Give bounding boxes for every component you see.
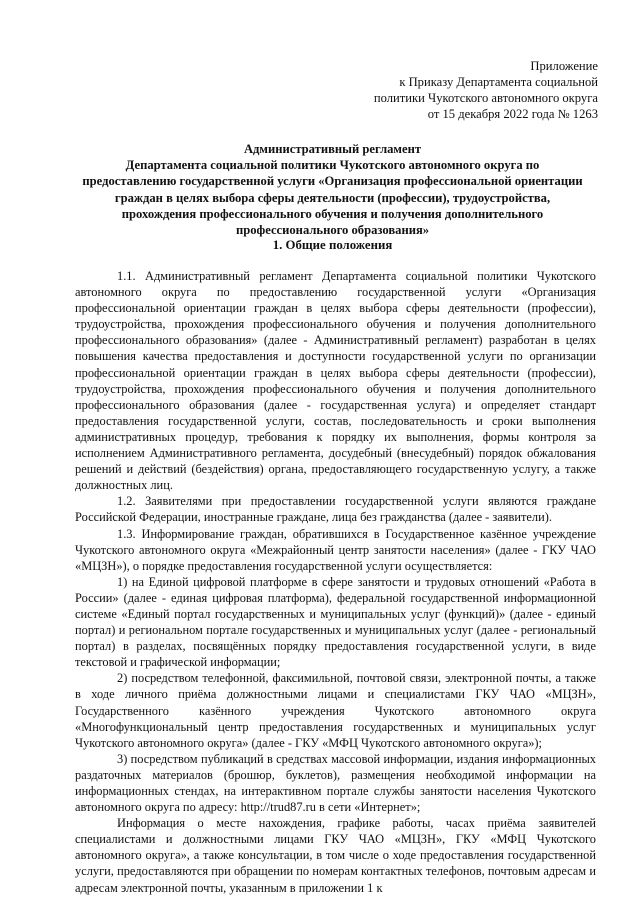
paragraph: 1) на Единой цифровой платформе в сфере занятости и трудовых отношений «Работа в России» (далее - единая цифровая платформа), федеральной государственной информационной системе «Единый портал государственных и муниципальных услуг (функций)» (далее - единый портал) и региональном портале государственных и муниципальных услуг (далее - региональный портал) в разделах, посвящённых порядку предоставления государственной услуги, в виде текстовой и графической информации;	[75, 574, 596, 670]
document-title	[60, 141, 605, 238]
paragraph: 1.2. Заявителями при предоставлении государственной услуги являются граждане Российской Федерации, иностранные граждане, лица без гражданства (далее - заявители).	[75, 494, 596, 525]
document-body	[75, 268, 596, 896]
title-line: профессионального образования»	[235, 223, 430, 238]
section-heading: 1. Общие положения	[272, 238, 393, 252]
paragraph: 1.3. Информирование граждан, обратившихся в Государственное казённое учреждение Чукотского автономного округа «Межрайонный центр занятости населения» (далее - ГКУ ЧАО «МЦЗН»), о порядке предоставления государственной услуги осуществляется:	[75, 526, 596, 573]
paragraph: 3) посредством публикаций в средствах массовой информации, издания информационных раздаточных материалов (брошюр, буклетов), размещения необходимой информации на информационных стендах, на интерактивном портале службы занятости населения Чукотского автономного округа по адресу: http://trud87.ru в сети «Интернет»;	[75, 751, 596, 815]
appendix-line: Приложение	[530, 59, 598, 73]
appendix-line: к Приказу Департамента социальной	[399, 75, 598, 89]
title-line: предоставлению государственной услуги «Организация профессиональной ориентации	[82, 174, 583, 189]
appendix-line: политики Чукотского автономного округа	[373, 91, 598, 105]
paragraph: Информация о месте нахождения, графике работы, часах приёма заявителей специалистами и должностными лицами ГКУ ЧАО «МЦЗН», ГКУ «МФЦ Чукотского автономного округа», а также консультации, в том числе о ходе предоставления государственной услуги, предоставляются при обращении по номерам контактных телефонов, почтовым адресам и адресам электронной почты, указанным в приложении 1 к	[75, 816, 596, 895]
paragraph: 1.1. Административный регламент Департамента социальной политики Чукотского автономного округа по предоставлению государственной услуги «Организация профессиональной ориентации граждан в целях выбора сферы деятельности (профессии), трудоустройства, прохождения профессионального обучения и получения дополнительного профессионального образования» (далее - Административный регламент) разработан в целях повышения качества предоставления и доступности государственной услуги по организации профессиональной ориентации граждан в целях выбора сферы деятельности (профессии), трудоустройства, прохождения профессионального обучения и получения дополнительного профессионального образования (далее - государственная услуга) и определяет стандарт предоставления государственной услуги, состав, последовательность и сроки выполнения административных процедур, требования к порядку их выполнения, формы контроля за исполнением Административного регламента, досудебный (внесудебный) порядок обжалования решений и действий (бездействия) органа, предоставляющего государственную услугу, а также должностных лиц.	[75, 269, 596, 493]
paragraph: 2) посредством телефонной, факсимильной, почтовой связи, электронной почты, а также в ходе личного приёма должностными лицами и специалистами ГКУ ЧАО «МЦЗН», Государственного казённого учреждения Чукотского автономного округа «Многофункциональный центр предоставления государственных и муниципальных услуг Чукотского автономного округа» (далее - ГКУ «МФЦ Чукотского автономного округа»);	[75, 671, 596, 750]
title-line: Административный регламент	[243, 142, 422, 156]
title-line: граждан в целях выбора сферы деятельности (профессии), трудоустройства,	[114, 190, 551, 205]
title-line: Департамента социальной политики Чукотского автономного округа по	[125, 158, 540, 173]
title-line: прохождения профессионального обучения и получения дополнительного	[121, 206, 544, 221]
appendix-line: от 15 декабря 2022 года № 1263	[427, 107, 598, 121]
appendix-header	[374, 58, 598, 122]
